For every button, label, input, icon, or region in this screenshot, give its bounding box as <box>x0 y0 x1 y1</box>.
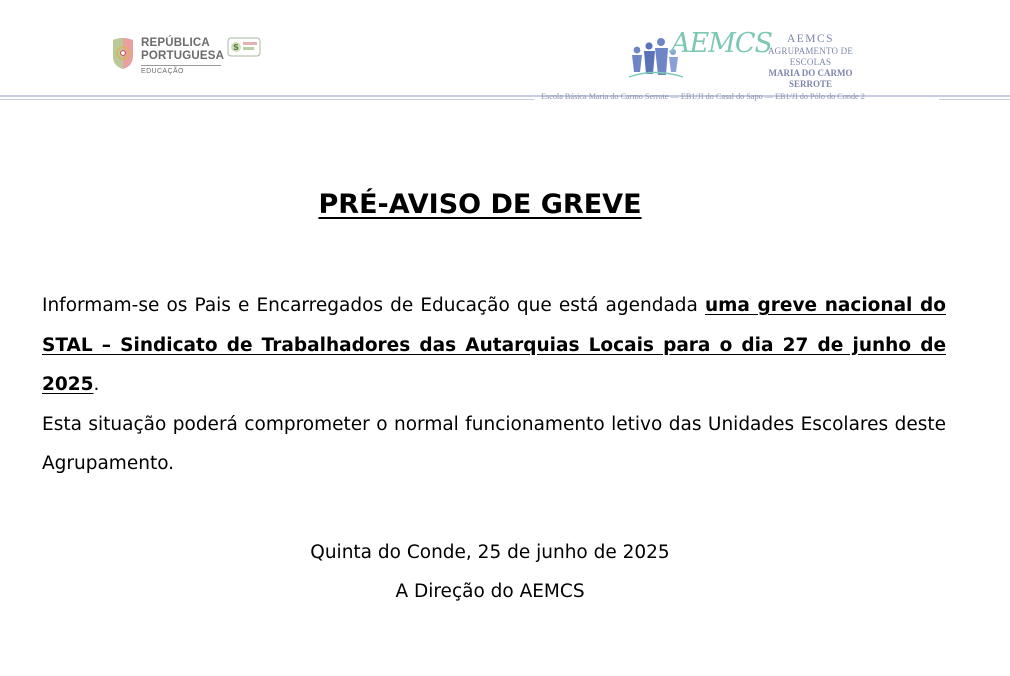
document-title <box>0 189 960 220</box>
svg-text:S: S <box>233 43 239 52</box>
aemcs-subtitle-1: AGRUPAMENTO DE ESCOLAS <box>767 46 854 67</box>
notice-intro: Informam-se os Pais e Encarregados de Educação que está agendada <box>42 295 705 316</box>
letterhead <box>0 0 1010 110</box>
place-and-date: Quinta do Conde, 25 de junho de 2025 <box>310 542 670 563</box>
aemcs-subtitle-2: MARIA DO CARMO <box>768 68 853 78</box>
notice-paragraph-2: Esta situação poderá comprometer o normal funcionamento letivo das Unidades Escolares deste Agrupamento. <box>42 413 946 474</box>
aemcs-subtitle-3: SERROTE <box>788 79 832 89</box>
aemcs-script-text: AEMCS <box>671 28 773 59</box>
logo-text-republica: REPÚBLICA <box>141 37 210 49</box>
portugal-emblem-icon <box>110 36 136 70</box>
schools-line: Escola Básica Maria do Carmo Serrote — EB1/JI do Casal do Sapo — EB1/JI do Pólo do Conde 2 <box>541 92 865 101</box>
notice-period: . <box>93 374 100 395</box>
header-rule-bottom-left <box>0 99 534 100</box>
logo-text-portuguesa: PORTUGUESA <box>141 50 225 62</box>
notice-paragraph <box>42 286 946 484</box>
seal-badge-icon <box>227 37 261 57</box>
notice-highlight: uma greve nacional do STAL – Sindicato de Trabalhadores das Autarquias Locais para o dia 27 de junho de 2025 <box>42 295 946 395</box>
aemcs-header-text <box>748 33 873 90</box>
logo-divider <box>141 65 221 66</box>
aemcs-logo <box>625 28 773 85</box>
aemcs-title: AEMCS <box>786 33 835 45</box>
signature: A Direção do AEMCS <box>395 581 585 602</box>
document-title-text: PRÉ-AVISO DE GREVE <box>318 189 642 220</box>
republica-portuguesa-logo <box>110 34 270 82</box>
logo-text-educacao: EDUCAÇÃO <box>141 68 184 75</box>
header-rule-bottom-right <box>939 99 1010 100</box>
